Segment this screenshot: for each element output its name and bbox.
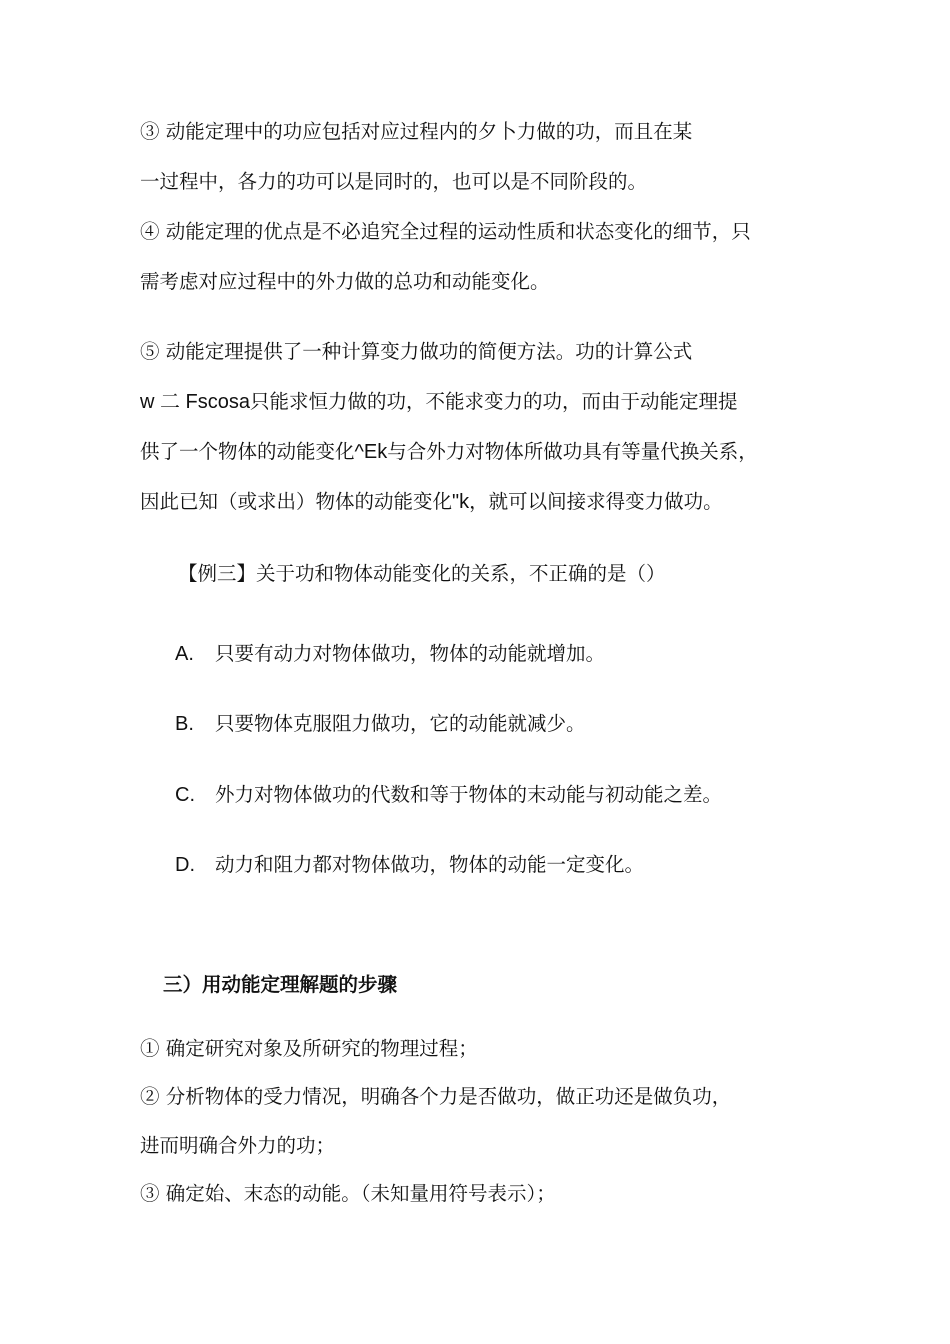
paragraph-5-line-3 <box>140 438 758 466</box>
paragraph-4-line-1: ④ 动能定理的优点是不必追究全过程的运动性质和状态变化的细节，只 <box>140 220 751 243</box>
paragraph-5-line-3-post: 与合外力对物体所做功具有等量代换关系， <box>387 440 758 463</box>
paragraph-5-line-3-pre: 供了一个物体的动能变化 <box>140 440 355 463</box>
example-question: 【例三】关于功和物体动能变化的关系，不正确的是（） <box>178 562 666 585</box>
option-letter: B. <box>175 713 194 735</box>
formula-text: w 二 Fscosa <box>140 391 251 413</box>
paragraph-3-line-1: ③ 动能定理中的功应包括对应过程内的夕卜力做的功，而且在某 <box>140 120 693 143</box>
paragraph-4-line-2: 需考虑对应过程中的外力做的总功和动能变化。 <box>140 270 550 293</box>
step-2-line-2: 进而明确合外力的功； <box>140 1134 336 1157</box>
step-3: ③ 确定始、末态的动能。（未知量用符号表示）； <box>140 1182 556 1205</box>
option-letter: D. <box>175 854 195 876</box>
step-2-line-1: ② 分析物体的受力情况，明确各个力是否做功，做正功还是做负功， <box>140 1085 732 1108</box>
option-a <box>175 640 605 668</box>
option-text: 只要物体克服阻力做功，它的动能就减少。 <box>215 712 586 735</box>
option-text: 外力对物体做功的代数和等于物体的末动能与初动能之差。 <box>215 783 723 806</box>
option-c <box>175 781 722 809</box>
paragraph-5-line-2-text: 只能求恒力做的功，不能求变力的功，而由于动能定理提 <box>250 390 738 413</box>
section-heading: 三）用动能定理解题的步骤 <box>163 973 398 996</box>
step-1: ① 确定研究对象及所研究的物理过程； <box>140 1037 478 1060</box>
ek-symbol: "k <box>452 491 470 513</box>
option-text: 只要有动力对物体做功，物体的动能就增加。 <box>215 642 606 665</box>
paragraph-5-line-4-pre: 因此已知（或求出）物体的动能变化 <box>140 490 453 513</box>
option-b <box>175 710 586 738</box>
paragraph-5-line-4-post: ，就可以间接求得变力做功。 <box>469 490 723 513</box>
option-text: 动力和阻力都对物体做功，物体的动能一定变化。 <box>215 853 645 876</box>
option-letter: C. <box>175 784 195 806</box>
delta-ek-symbol: ^Ek <box>354 441 388 463</box>
paragraph-5-line-4 <box>140 488 723 516</box>
option-d <box>175 851 644 879</box>
paragraph-3-line-2: 一过程中，各力的功可以是同时的，也可以是不同阶段的。 <box>140 170 648 193</box>
option-letter: A. <box>175 643 194 665</box>
paragraph-5-line-1: ⑤ 动能定理提供了一种计算变力做功的简便方法。功的计算公式 <box>140 340 693 363</box>
paragraph-5-line-2 <box>140 388 738 416</box>
